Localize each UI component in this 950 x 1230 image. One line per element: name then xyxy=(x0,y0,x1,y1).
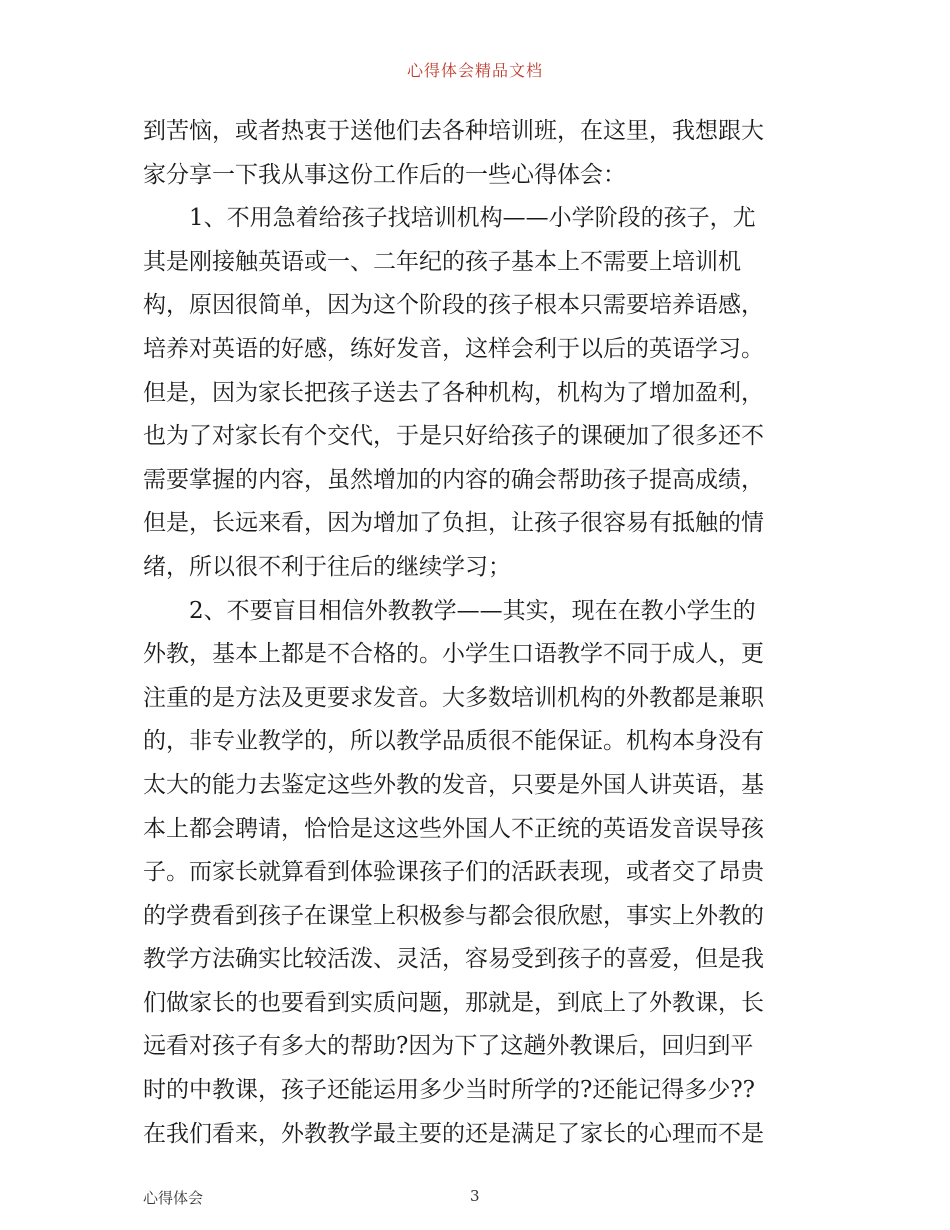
body-line: 时的中教课，孩子还能运用多少当时所学的?还能记得多少?? xyxy=(143,1077,755,1104)
body-line: 外教，基本上都是不合格的。小学生口语教学不同于成人，更 xyxy=(143,641,764,668)
body-line: 家分享一下我从事这份工作后的一些心得体会： xyxy=(143,161,626,188)
body-line: 需要掌握的内容，虽然增加的内容的确会帮助孩子提高成绩， xyxy=(143,466,764,493)
body-line: 培养对英语的好感，练好发音，这样会利于以后的英语学习。 xyxy=(143,335,764,362)
body-line: 们做家长的也要看到实质问题，那就是，到底上了外教课，长 xyxy=(143,989,764,1016)
page-number: 3 xyxy=(470,1187,480,1205)
body-line: 远看对孩子有多大的帮助?因为下了这趟外教课后，回归到平 xyxy=(143,1033,754,1060)
page-header-title: 心得体会精品文档 xyxy=(406,61,543,80)
body-line: 教学方法确实比较活泼、灵活，容易受到孩子的喜爱，但是我 xyxy=(143,946,764,973)
body-line: 构，原因很简单，因为这个阶段的孩子根本只需要培养语感， xyxy=(143,292,764,319)
body-line: 但是，长远来看，因为增加了负担，让孩子很容易有抵触的情 xyxy=(143,510,764,537)
body-line: 子。而家长就算看到体验课孩子们的活跃表现，或者交了昂贵 xyxy=(143,859,764,886)
body-line: 的学费看到孩子在课堂上积极参与都会很欣慰，事实上外教的 xyxy=(143,902,764,929)
body-line: 在我们看来，外教教学最主要的还是满足了家长的心理而不是 xyxy=(143,1120,764,1147)
body-line: 但是，因为家长把孩子送去了各种机构，机构为了增加盈利， xyxy=(143,379,764,406)
document-body xyxy=(143,110,813,1156)
body-line: 太大的能力去鉴定这些外教的发音，只要是外国人讲英语，基 xyxy=(143,771,764,798)
body-line: 其是刚接触英语或一、二年纪的孩子基本上不需要上培训机 xyxy=(143,248,741,275)
body-line: 1、不用急着给孩子找培训机构——小学阶段的孩子，尤 xyxy=(143,205,756,232)
body-line: 到苦恼，或者热衷于送他们去各种培训班，在这里，我想跟大 xyxy=(143,118,764,144)
body-line: 2、不要盲目相信外教教学——其实，现在在教小学生的 xyxy=(143,597,756,624)
footer-label: 心得体会 xyxy=(143,1189,204,1207)
body-line: 本上都会聘请，恰恰是这这些外国人不正统的英语发音误导孩 xyxy=(143,815,764,842)
body-line: 的，非专业教学的，所以教学品质很不能保证。机构本身没有 xyxy=(143,728,764,755)
body-line: 也为了对家长有个交代，于是只好给孩子的课硬加了很多还不 xyxy=(143,423,764,450)
body-line: 绪，所以很不利于往后的继续学习； xyxy=(143,553,511,580)
body-line: 注重的是方法及更要求发音。大多数培训机构的外教都是兼职 xyxy=(143,684,764,711)
